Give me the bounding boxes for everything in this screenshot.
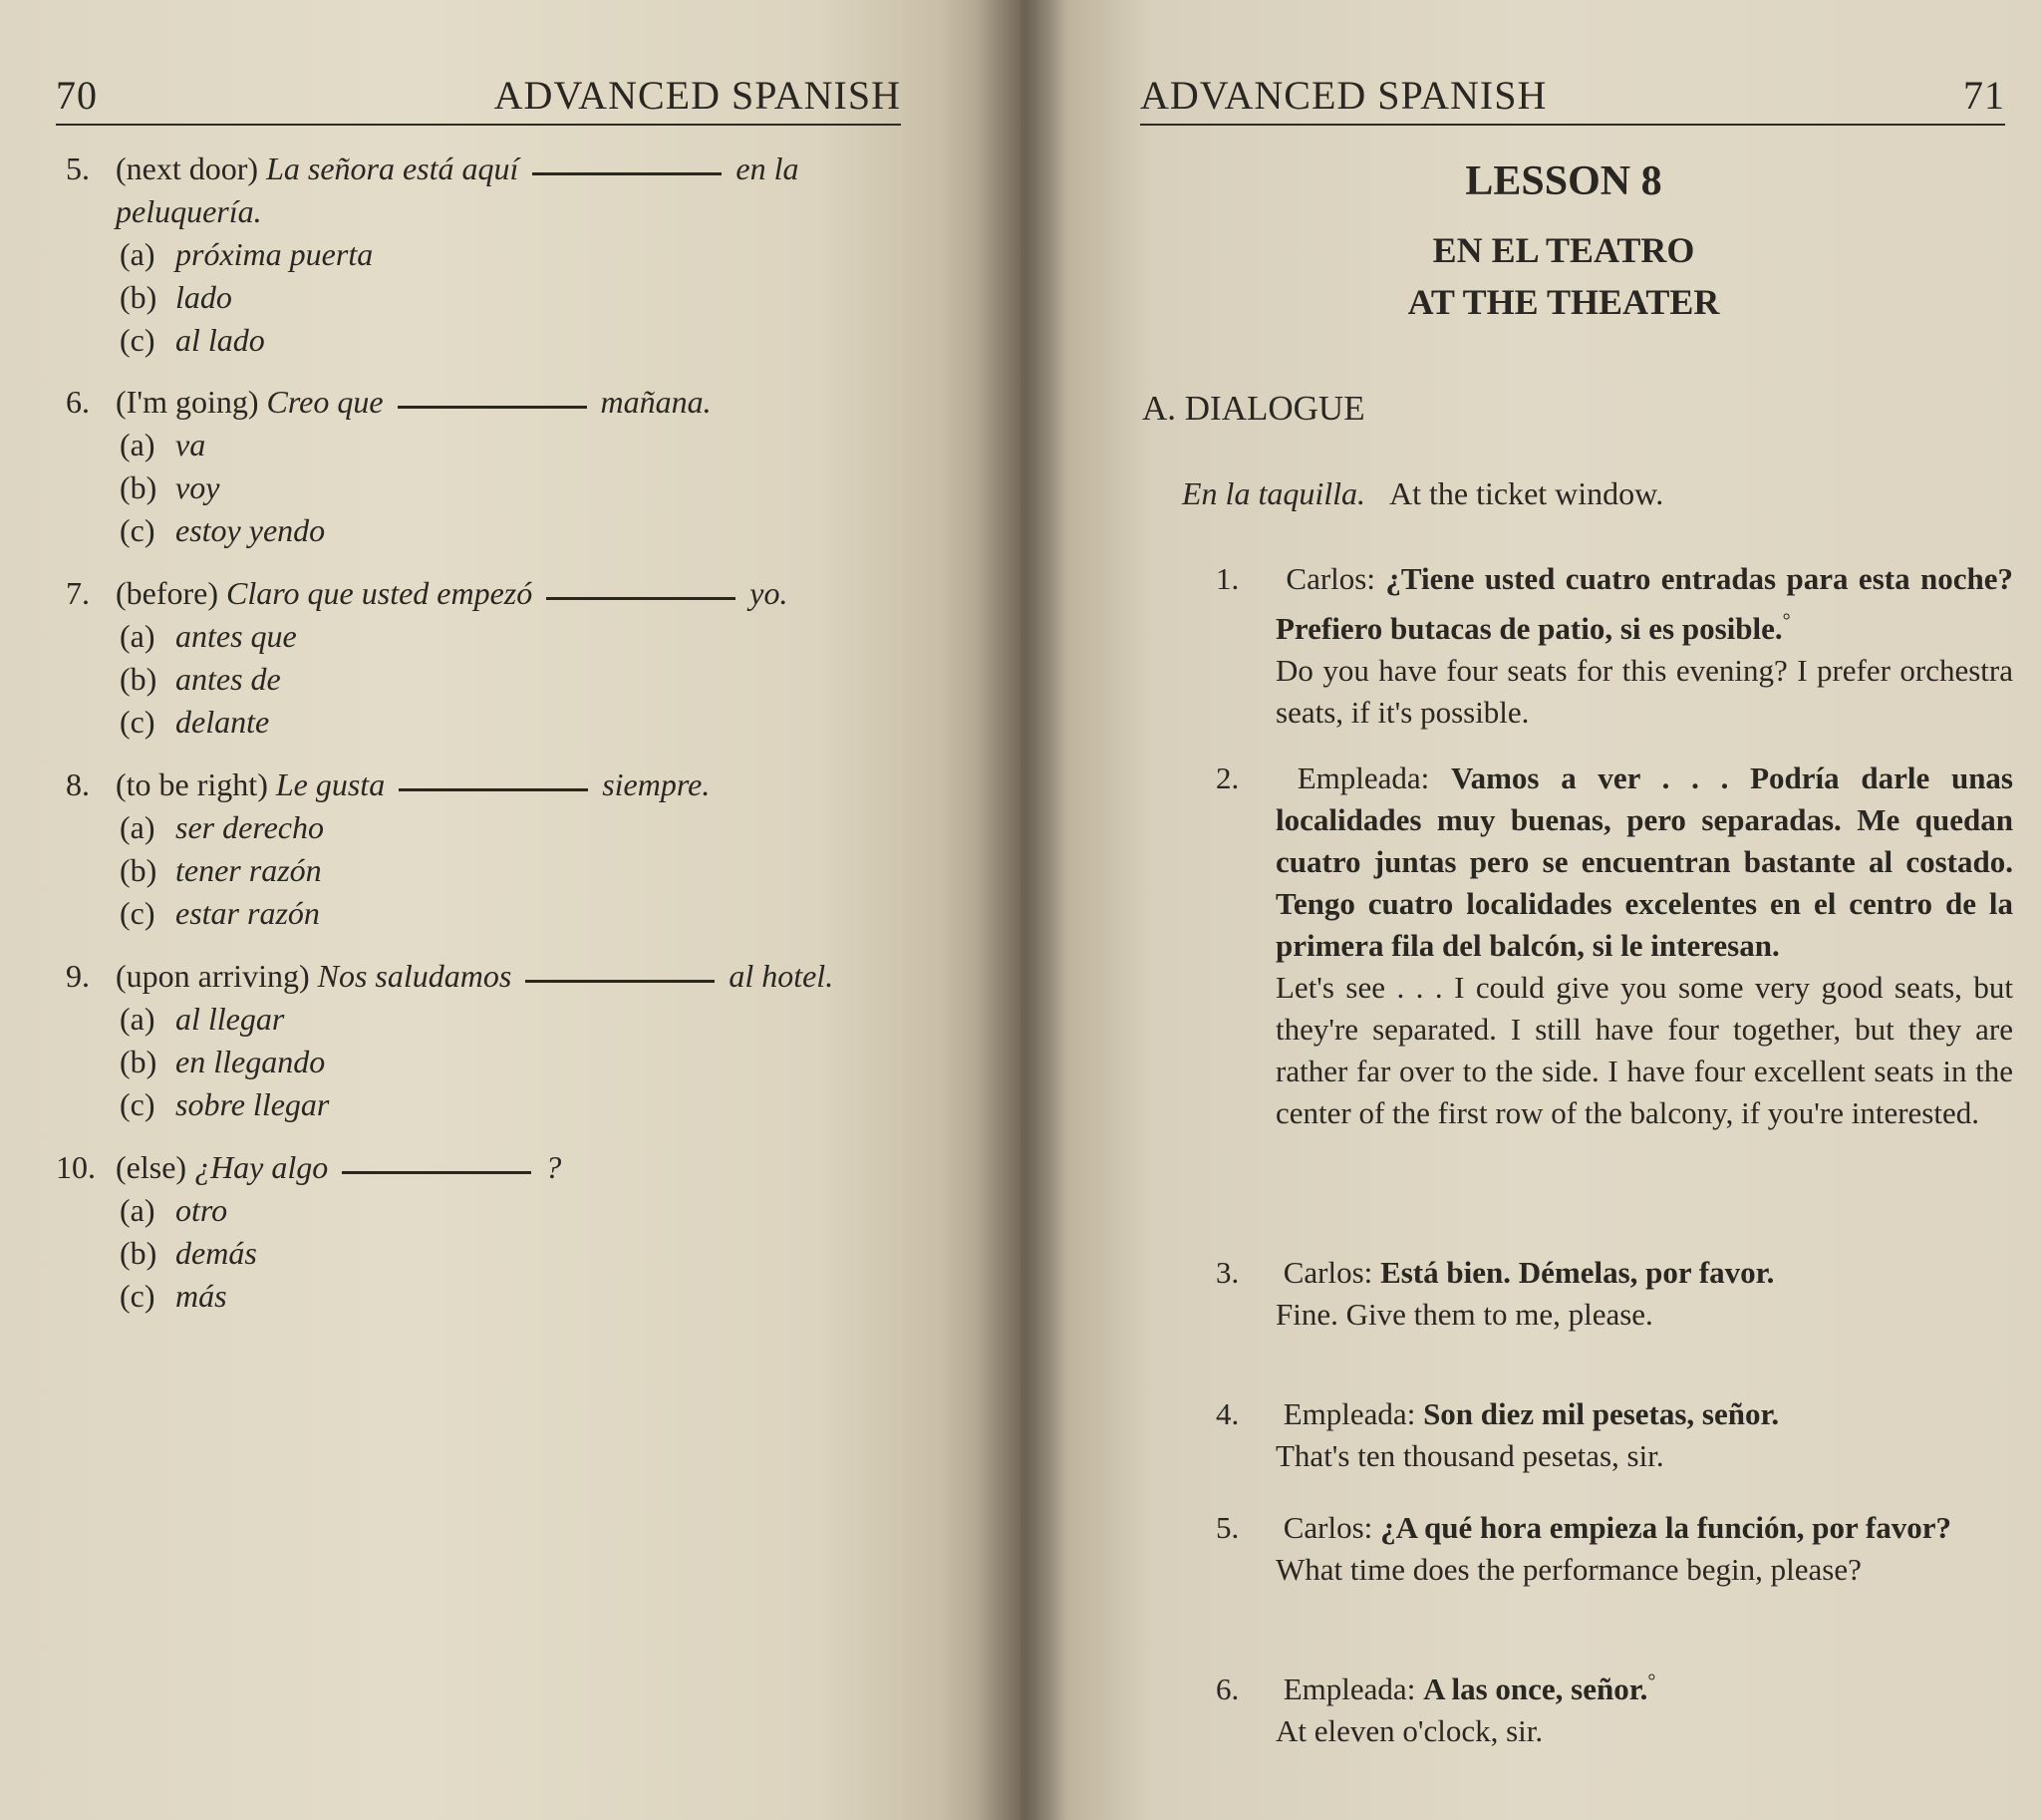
item-prompt-before: Creo que <box>266 384 384 420</box>
answer-blank <box>342 1170 531 1174</box>
spanish-text: ¿A qué hora empieza la función, por favor? <box>1380 1510 1951 1545</box>
option-c: (c) más <box>120 1278 227 1314</box>
option-c: (c) sobre llegar <box>120 1086 330 1122</box>
english-translation: Fine. Give them to me, please. <box>1276 1297 1653 1332</box>
line-number: 2. <box>1216 760 1240 795</box>
exercise-item-9 <box>66 955 913 1126</box>
item-prompt-after: yo. <box>749 575 788 611</box>
section-heading: A. DIALOGUE <box>1142 389 1365 428</box>
item-number: 6. <box>66 384 90 420</box>
dialogue-line-6 <box>1216 1661 2013 1752</box>
answer-blank <box>399 787 588 791</box>
option-b: (b) lado <box>120 279 232 315</box>
option-b: (b) voy <box>120 469 220 505</box>
item-cue: (before) <box>116 575 219 611</box>
speaker: Empleada: <box>1297 760 1430 795</box>
item-cue: (to be right) <box>116 766 268 802</box>
speaker: Carlos: <box>1283 1510 1373 1545</box>
spanish-text: Son diez mil pesetas, señor. <box>1423 1396 1780 1431</box>
exercise-item-10 <box>56 1146 903 1318</box>
dialogue-line-2 <box>1216 758 2013 1134</box>
option-a: (a) va <box>120 427 206 462</box>
item-prompt-before: Le gusta <box>275 766 386 802</box>
option-c: (c) al lado <box>120 322 265 358</box>
option-c: (c) delante <box>120 704 270 740</box>
dialogue-line-1 <box>1216 558 2013 734</box>
right-page-number: 71 <box>1963 73 2005 118</box>
item-continuation: peluquería. <box>116 193 262 229</box>
left-page-number: 70 <box>56 73 98 118</box>
speaker: Empleada: <box>1283 1396 1416 1431</box>
book-gutter-shadow <box>977 0 1066 1820</box>
answer-blank <box>398 405 587 409</box>
option-a: (a) antes que <box>120 618 297 654</box>
line-number: 5. <box>1216 1510 1240 1545</box>
exercise-item-5 <box>66 148 913 362</box>
answer-blank <box>525 979 715 983</box>
footnote-mark: ° <box>1782 610 1791 632</box>
spanish-text: Está bien. Démelas, por favor. <box>1380 1255 1775 1290</box>
line-number: 6. <box>1216 1671 1240 1706</box>
lesson-title: LESSON 8 <box>1465 158 1662 204</box>
english-translation: That's ten thousand pesetas, sir. <box>1276 1438 1664 1473</box>
item-prompt-after: mañana. <box>600 384 712 420</box>
answer-blank <box>532 171 722 175</box>
option-b: (b) tener razón <box>120 852 322 888</box>
english-translation: Do you have four seats for this evening? I prefer orchestra seats, if it's possible. <box>1276 653 2013 730</box>
dialogue-setting <box>1182 475 1663 512</box>
speaker: Empleada: <box>1283 1671 1416 1706</box>
item-number: 8. <box>66 766 90 802</box>
item-cue: (upon arriving) <box>116 958 310 994</box>
line-number: 3. <box>1216 1255 1240 1290</box>
option-c: (c) estoy yendo <box>120 512 326 548</box>
spanish-text: ¿Tiene usted cuatro entradas para esta noche? Prefiero butacas de patio, si es posible. <box>1276 561 2013 646</box>
option-a: (a) ser derecho <box>120 809 324 845</box>
dialogue-line-3 <box>1216 1252 2013 1336</box>
right-running-head <box>1140 72 2005 126</box>
option-b: (b) en llegando <box>120 1044 326 1079</box>
lesson-title-spanish: EN EL TEATRO <box>1432 230 1695 270</box>
item-number: 9. <box>66 958 90 994</box>
item-cue: (else) <box>116 1149 187 1185</box>
item-prompt-after: en la <box>735 151 799 186</box>
setting-english: At the ticket window. <box>1389 475 1664 511</box>
item-prompt-after: siempre. <box>602 766 711 802</box>
right-page <box>1020 0 2041 1820</box>
item-prompt-after: ? <box>545 1149 562 1185</box>
option-a: (a) otro <box>120 1192 228 1228</box>
spanish-text: A las once, señor. <box>1423 1671 1648 1706</box>
item-cue: (I'm going) <box>116 384 259 420</box>
left-running-title: ADVANCED SPANISH <box>493 73 901 118</box>
item-prompt-before: Nos saludamos <box>317 958 512 994</box>
item-prompt-before: ¿Hay algo <box>194 1149 329 1185</box>
item-number: 10. <box>56 1149 96 1185</box>
setting-spanish: En la taquilla. <box>1182 475 1365 511</box>
english-translation: At eleven o'clock, sir. <box>1276 1713 1544 1748</box>
line-number: 4. <box>1216 1396 1240 1431</box>
lesson-title-english: AT THE THEATER <box>1407 282 1720 322</box>
item-prompt-before: Claro que usted empezó <box>226 575 533 611</box>
spanish-text: Vamos a ver . . . Podría darle unas localidades muy buenas, pero separadas. Me quedan cuatro juntas pero se encuentran bastante al costado. Tengo cuatro localidades excelentes en el centro de la primera fila del balcón, si le interesan. <box>1276 760 2013 963</box>
item-cue: (next door) <box>116 151 259 186</box>
speaker: Carlos: <box>1286 561 1375 596</box>
speaker: Carlos: <box>1283 1255 1373 1290</box>
left-page <box>0 0 1020 1820</box>
answer-blank <box>546 596 735 600</box>
line-number: 1. <box>1216 561 1240 596</box>
exercise-item-8 <box>66 763 913 935</box>
dialogue-line-4 <box>1216 1393 2013 1477</box>
option-a: (a) al llegar <box>120 1001 285 1037</box>
option-c: (c) estar razón <box>120 895 320 931</box>
left-running-head <box>56 72 901 126</box>
english-translation: What time does the performance begin, please? <box>1276 1552 1862 1587</box>
option-b: (b) demás <box>120 1235 257 1271</box>
exercise-item-6 <box>66 381 913 552</box>
footnote-mark: ° <box>1647 1670 1656 1692</box>
item-number: 7. <box>66 575 90 611</box>
item-number: 5. <box>66 151 90 186</box>
right-running-title: ADVANCED SPANISH <box>1140 73 1548 118</box>
dialogue-line-5 <box>1216 1507 2013 1591</box>
option-a: (a) próxima puerta <box>120 236 374 272</box>
exercise-item-7 <box>66 572 913 744</box>
english-translation: Let's see . . . I could give you some very good seats, but they're separated. I still have four together, but they are rather far over to the side. I have four excellent seats in the center of the first row of the balcony, if you're interested. <box>1276 970 2013 1130</box>
item-prompt-before: La señora está aquí <box>266 151 519 186</box>
item-prompt-after: al hotel. <box>729 958 834 994</box>
option-b: (b) antes de <box>120 661 281 697</box>
